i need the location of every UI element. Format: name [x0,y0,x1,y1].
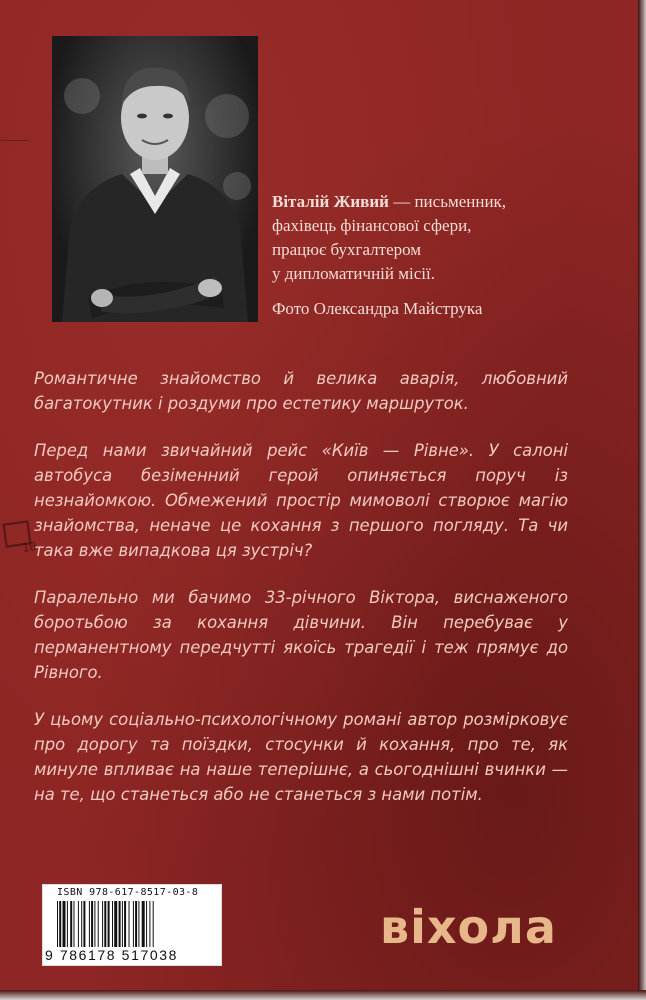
barcode-bar [104,901,106,947]
stamp-number: 10 [21,539,38,555]
barcode-bar [63,901,66,947]
book-blurb [34,366,568,829]
barcode-bar [135,901,137,947]
barcode-bar [138,901,139,947]
page-edge-bottom [0,990,646,1000]
barcode-bar [94,901,95,947]
barcode-bar [114,901,117,947]
barcode-bar [81,901,82,947]
barcode-bar [74,901,75,947]
barcode-bar [149,901,150,947]
barcode-bar [89,901,90,947]
author-bio-line4: у дипломатичній місії. [272,264,435,283]
photo-credit: Фото Олександра Майструка [272,299,483,318]
barcode-bar [133,901,134,947]
barcode-bars [57,901,209,947]
barcode-bar [67,901,68,947]
scratch-mark [0,140,30,201]
barcode-bar [146,901,147,947]
barcode-bar [112,901,113,947]
barcode-bar [153,901,154,947]
barcode-bar [98,901,99,947]
barcode-bar [124,901,126,947]
author-photo [52,36,258,322]
barcode-bar [102,901,103,947]
publisher-logo: віхола [380,900,557,954]
isbn-text: ISBN 978-617-8517-03-8 [57,887,199,898]
blurb-paragraph: Паралельно ми бачимо 33-річного Віктора, виснаженого боротьбою за кохання дівчини. Він перебуває у перманентному передчутті якоїсь трагедії і теж прямує до Рівного. [34,588,568,682]
author-bio [272,190,572,286]
barcode-bar [129,901,130,947]
barcode-bar [91,901,93,947]
barcode-bar [59,901,61,947]
author-name: Віталій Живий [272,192,389,211]
author-bio-line3: працює бухгалтером [272,240,422,259]
barcode-bar [119,901,121,947]
author-bio-line1: — письменник, [388,192,507,211]
blurb-paragraph: Перед нами звичайний рейс «Київ — Рівне». У салоні автобуса безіменний герой опиняється поруч із незнайомкою. Обмежений простір мимоволі створює магію знайомства, неначе це кохання з першого погляду. Та чи така вже випадкова ця зустріч? [34,441,568,560]
blurb-paragraph: Романтичне знайомство й велика аварія, любовний багатокутник і роздуми про естетику маршруток. [34,369,568,413]
page-edge [638,0,646,1000]
barcode-bar [108,901,110,947]
ean-number: 9 786178 517038 [45,947,178,963]
author-bio-line2: фахівець фінансової сфери, [272,216,472,235]
barcode-bar [78,901,79,947]
barcode [42,884,222,966]
barcode-bar [70,901,72,947]
stamp-mark [2,520,42,558]
barcode-bar [122,901,123,947]
barcode-bar [83,901,85,947]
barcode-bar [57,901,58,947]
blurb-paragraph: У цьому соціально-психологічному романі автор розмірковує про дорогу та поїздки, стосунки й кохання, про те, як минуле впливає на наше теперішнє, а сьогоднішні вчинки — на те, що станеться або не станеться з нами потім. [34,710,568,804]
barcode-bar [142,901,145,947]
